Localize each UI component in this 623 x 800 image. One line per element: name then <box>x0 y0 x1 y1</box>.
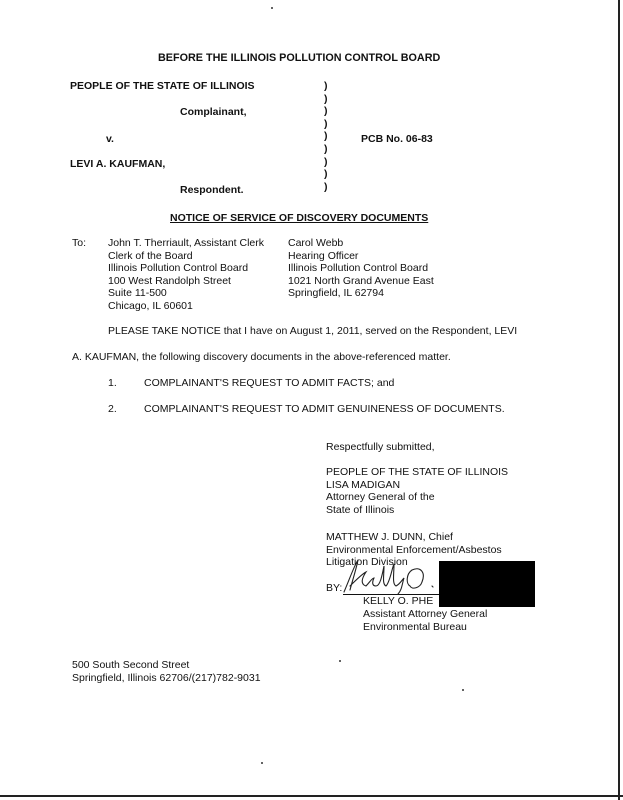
address-line: Springfield, IL 62794 <box>288 287 384 300</box>
paren: ) <box>324 168 328 181</box>
address-line: Hearing Officer <box>288 249 359 262</box>
address-line: Clerk of the Board <box>108 249 193 262</box>
list-item-number: 2. <box>108 403 117 415</box>
address-line: Illinois Pollution Control Board <box>108 262 249 275</box>
notice-body-line1: PLEASE TAKE NOTICE that I have on August 1, 2011, served on the Respondent, LEVI <box>108 325 518 337</box>
address-line: 1021 North Grand Avenue East <box>288 274 434 287</box>
to-label: To: <box>72 237 87 249</box>
paren: ) <box>324 130 328 143</box>
signer-bureau: Environmental Bureau <box>363 621 467 633</box>
address-line: Chicago, IL 60601 <box>108 299 193 312</box>
recipient-clerk <box>108 237 264 313</box>
address-line: Carol Webb <box>288 237 344 249</box>
address-line: Illinois Pollution Control Board <box>288 262 429 275</box>
redaction-box <box>439 561 535 607</box>
paren: ) <box>324 92 328 105</box>
closing: Respectfully submitted, <box>326 441 435 453</box>
signature-line: PEOPLE OF THE STATE OF ILLINOIS <box>326 466 509 478</box>
document-heading: BEFORE THE ILLINOIS POLLUTION CONTROL BOARD <box>158 52 441 64</box>
paren: ) <box>324 105 328 118</box>
scan-speck <box>462 689 464 691</box>
signature-line: State of Illinois <box>326 503 395 516</box>
role-respondent: Respondent. <box>180 184 244 196</box>
paren: ) <box>324 117 328 130</box>
scan-speck <box>339 660 341 662</box>
notice-body-line2: A. KAUFMAN, the following discovery documents in the above-referenced matter. <box>72 351 451 363</box>
signature-line: MATTHEW J. DUNN, Chief <box>326 531 453 543</box>
handwritten-signature <box>336 556 446 596</box>
address-line: Suite 11-500 <box>108 287 167 300</box>
page-border-bottom <box>0 795 623 797</box>
page-border-right <box>618 0 620 800</box>
scan-speck <box>271 7 273 9</box>
paren: ) <box>324 155 328 168</box>
list-item-number: 1. <box>108 377 117 389</box>
party-respondent: LEVI A. KAUFMAN, <box>70 158 166 170</box>
paren: ) <box>324 142 328 155</box>
notice-title: NOTICE OF SERVICE OF DISCOVERY DOCUMENTS <box>170 212 429 224</box>
versus-label: v. <box>106 133 114 145</box>
role-complainant: Complainant, <box>180 106 247 118</box>
footer-address-city-phone: Springfield, Illinois 62706/(217)782-9031 <box>72 672 261 684</box>
address-line: John T. Therriault, Assistant Clerk <box>108 237 265 249</box>
party-complainant: PEOPLE OF THE STATE OF ILLINOIS <box>70 80 255 92</box>
footer-address-street: 500 South Second Street <box>72 659 190 671</box>
recipient-hearing-officer <box>288 237 434 300</box>
caption-parentheses <box>324 80 328 193</box>
signature-line: Environmental Enforcement/Asbestos <box>326 543 502 556</box>
signature-line: Attorney General of the <box>326 491 435 504</box>
address-line: 100 West Randolph Street <box>108 274 231 287</box>
paren: ) <box>324 80 328 92</box>
list-item-text: COMPLAINANT'S REQUEST TO ADMIT GENUINENESS OF DOCUMENTS. <box>144 403 505 415</box>
list-item-text: COMPLAINANT'S REQUEST TO ADMIT FACTS; and <box>144 377 395 389</box>
signer-name: KELLY O. PHE <box>363 595 434 607</box>
scan-speck <box>261 762 263 764</box>
by-label: BY: <box>326 582 343 594</box>
signature-line: Litigation Division <box>326 556 408 569</box>
case-number: PCB No. 06-83 <box>361 133 433 145</box>
signature-line: LISA MADIGAN <box>326 478 401 491</box>
signature-block-office <box>326 466 508 516</box>
paren: ) <box>324 180 328 193</box>
signer-title: Assistant Attorney General <box>363 608 488 620</box>
